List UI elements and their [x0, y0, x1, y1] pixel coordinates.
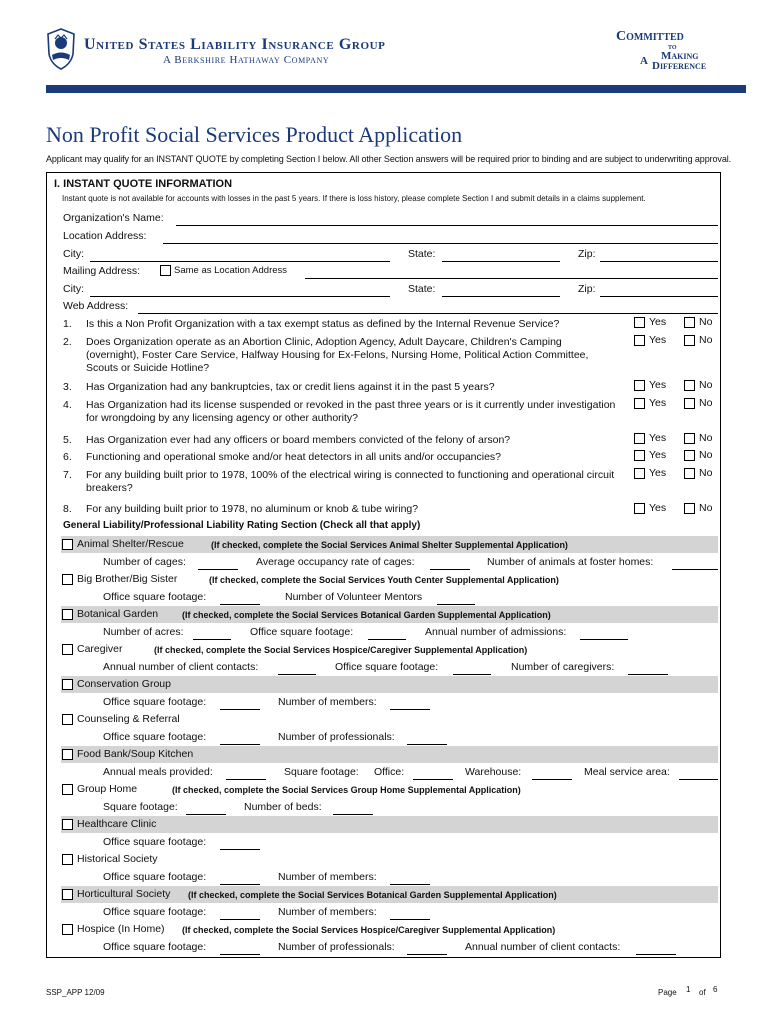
foodbank-warehouse-field[interactable]	[532, 779, 572, 780]
state-label: State:	[408, 248, 436, 260]
hospice-office-field[interactable]	[220, 954, 260, 955]
page-of-label: of	[699, 988, 706, 997]
counseling-checkbox[interactable]	[62, 714, 73, 725]
animal-shelter-note: (If checked, complete the Social Services Animal Shelter Supplemental Application)	[211, 540, 568, 550]
caregiver-count-label: Number of caregivers:	[511, 661, 615, 673]
company-name: United States Liability Insurance Group	[84, 36, 386, 53]
company-subsidiary: A Berkshire Hathaway Company	[163, 54, 330, 66]
yes-label: Yes	[649, 379, 667, 391]
q5-no-checkbox[interactable]	[684, 433, 695, 444]
question-text: Has Organization had any bankruptcies, tax or credit liens against it in the past 5 years?	[86, 381, 495, 393]
form-code: SSP_APP 12/09	[46, 988, 105, 997]
page-total: 6	[713, 985, 718, 994]
yes-label: Yes	[649, 449, 667, 461]
healthcare-label: Healthcare Clinic	[77, 818, 157, 830]
horticultural-office-field[interactable]	[220, 919, 260, 920]
q2-yes-checkbox[interactable]	[634, 335, 645, 346]
state-field[interactable]	[442, 261, 560, 262]
foodbank-meals-field[interactable]	[226, 779, 266, 780]
animal-shelter-label: Animal Shelter/Rescue	[77, 538, 184, 550]
q4-no-checkbox[interactable]	[684, 398, 695, 409]
bigbro-office-field[interactable]	[220, 604, 260, 605]
counseling-office-field[interactable]	[220, 744, 260, 745]
horticultural-members-label: Number of members:	[278, 906, 377, 918]
horticultural-note: (If checked, complete the Social Services Botanical Garden Supplemental Application)	[188, 890, 557, 900]
question-text: Functioning and operational smoke and/or heat detectors in all units and/or occupancies?	[86, 451, 502, 463]
no-label: No	[699, 334, 713, 346]
page-title: Non Profit Social Services Product Application	[46, 122, 463, 147]
yes-label: Yes	[649, 397, 667, 409]
historical-members-label: Number of members:	[278, 871, 377, 883]
q6-no-checkbox[interactable]	[684, 450, 695, 461]
mailing-label: Mailing Address:	[63, 265, 141, 277]
counseling-office-label: Office square footage:	[103, 731, 207, 743]
caregiver-office-label: Office square footage:	[335, 661, 439, 673]
grouphome-beds-field[interactable]	[333, 814, 373, 815]
foodbank-sqft-label: Square footage:	[284, 766, 359, 778]
zip2-field[interactable]	[600, 296, 718, 297]
q8-no-checkbox[interactable]	[684, 503, 695, 514]
no-label: No	[699, 397, 713, 409]
hospice-checkbox[interactable]	[62, 924, 73, 935]
no-label: No	[699, 379, 713, 391]
no-label: No	[699, 502, 713, 514]
q3-yes-checkbox[interactable]	[634, 380, 645, 391]
animal-foster-label: Number of animals at foster homes:	[487, 556, 654, 568]
yes-label: Yes	[649, 467, 667, 479]
q3-no-checkbox[interactable]	[684, 380, 695, 391]
yes-label: Yes	[649, 334, 667, 346]
q6-yes-checkbox[interactable]	[634, 450, 645, 461]
category-row-bg	[61, 816, 718, 833]
botanical-note: (If checked, complete the Social Services Botanical Garden Supplemental Application)	[182, 610, 551, 620]
healthcare-checkbox[interactable]	[62, 819, 73, 830]
question-text: Is this a Non Profit Organization with a tax exempt status as defined by the Internal Revenue Service?	[86, 318, 560, 330]
conservation-label: Conservation Group	[77, 678, 171, 690]
botanical-office-field[interactable]	[368, 639, 406, 640]
horticultural-members-field[interactable]	[390, 919, 430, 920]
counseling-professionals-label: Number of professionals:	[278, 731, 395, 743]
state2-field[interactable]	[442, 296, 560, 297]
bigbro-office-label: Office square footage:	[103, 591, 207, 603]
question-text: Has Organization ever had any officers or board members convicted of the felony of arson?	[86, 434, 511, 446]
hospice-contacts-field[interactable]	[636, 954, 676, 955]
counseling-professionals-field[interactable]	[407, 744, 447, 745]
org-name-field[interactable]	[176, 225, 718, 226]
caregiver-office-field[interactable]	[453, 674, 491, 675]
foodbank-label: Food Bank/Soup Kitchen	[77, 748, 194, 760]
animal-occupancy-field[interactable]	[430, 569, 470, 570]
tagline-committed: Committed	[616, 29, 684, 44]
yes-label: Yes	[649, 316, 667, 328]
no-label: No	[699, 449, 713, 461]
question-text: For any building built prior to 1978, 100% of the electrical wiring is connected to functioning and operational circuit breakers?	[86, 469, 615, 494]
hospice-office-label: Office square footage:	[103, 941, 207, 953]
horticultural-checkbox[interactable]	[62, 889, 73, 900]
question-number: 6.	[63, 451, 72, 463]
tagline-a: A	[640, 55, 648, 67]
no-label: No	[699, 467, 713, 479]
q1-yes-checkbox[interactable]	[634, 317, 645, 328]
q7-no-checkbox[interactable]	[684, 468, 695, 479]
conservation-office-label: Office square footage:	[103, 696, 207, 708]
tagline-making: Making	[661, 50, 699, 62]
historical-label: Historical Society	[77, 853, 158, 865]
seal-logo-icon	[46, 28, 76, 70]
historical-office-label: Office square footage:	[103, 871, 207, 883]
page-number: 1	[686, 985, 691, 994]
caregiver-checkbox[interactable]	[62, 644, 73, 655]
foodbank-office-label: Office:	[374, 766, 405, 778]
section-title: I. INSTANT QUOTE INFORMATION	[54, 178, 233, 190]
question-number: 7.	[63, 469, 72, 481]
zip-field[interactable]	[600, 261, 718, 262]
foodbank-warehouse-label: Warehouse:	[465, 766, 522, 778]
same-as-location-label: Same as Location Address	[174, 265, 288, 276]
yes-label: Yes	[649, 502, 667, 514]
grouphome-note: (If checked, complete the Social Services Group Home Supplemental Application)	[172, 785, 521, 795]
grouphome-sqft-label: Square footage:	[103, 801, 178, 813]
section-note: Instant quote is not available for accounts with losses in the past 5 years. If there is loss history, please complete Section I and submit details in a claims supplement.	[62, 194, 646, 203]
tagline-difference: Difference	[652, 60, 707, 72]
big-brother-checkbox[interactable]	[62, 574, 73, 585]
question-number: 8.	[63, 503, 72, 515]
location-field[interactable]	[163, 243, 718, 244]
historical-office-field[interactable]	[220, 884, 260, 885]
hospice-contacts-label: Annual number of client contacts:	[465, 941, 621, 953]
historical-members-field[interactable]	[390, 884, 430, 885]
rating-heading: General Liability/Professional Liability Rating Section (Check all that apply)	[63, 520, 421, 531]
no-label: No	[699, 432, 713, 444]
botanical-acres-field[interactable]	[193, 639, 231, 640]
historical-checkbox[interactable]	[62, 854, 73, 865]
hospice-professionals-field[interactable]	[407, 954, 447, 955]
q7-yes-checkbox[interactable]	[634, 468, 645, 479]
botanical-checkbox[interactable]	[62, 609, 73, 620]
grouphome-sqft-field[interactable]	[186, 814, 226, 815]
header-divider	[46, 85, 746, 93]
grouphome-beds-label: Number of beds:	[244, 801, 322, 813]
animal-shelter-checkbox[interactable]	[62, 539, 73, 550]
grouphome-label: Group Home	[77, 783, 138, 795]
city2-field[interactable]	[90, 296, 390, 297]
question-text: For any building built prior to 1978, no aluminum or knob & tube wiring?	[86, 503, 419, 515]
q8-yes-checkbox[interactable]	[634, 503, 645, 514]
conservation-office-field[interactable]	[220, 709, 260, 710]
conservation-members-field[interactable]	[390, 709, 430, 710]
question-number: 5.	[63, 434, 72, 446]
healthcare-office-label: Office square footage:	[103, 836, 207, 848]
foodbank-office-field[interactable]	[413, 779, 453, 780]
animal-occupancy-label: Average occupancy rate of cages:	[256, 556, 415, 568]
caregiver-contacts-field[interactable]	[278, 674, 316, 675]
question-text: Has Organization had its license suspended or revoked in the past three years or is it currently under investigation for wrongdoing by any licensing agency or other authority?	[86, 399, 616, 424]
healthcare-office-field[interactable]	[220, 849, 260, 850]
bigbro-mentors-label: Number of Volunteer Mentors	[285, 591, 423, 603]
foodbank-meals-label: Annual meals provided:	[103, 766, 213, 778]
no-label: No	[699, 316, 713, 328]
org-name-label: Organization's Name:	[63, 212, 164, 224]
big-brother-label: Big Brother/Big Sister	[77, 573, 178, 585]
zip-label: Zip:	[578, 248, 596, 260]
grouphome-checkbox[interactable]	[62, 784, 73, 795]
hospice-note: (If checked, complete the Social Services Hospice/Caregiver Supplemental Application)	[182, 925, 556, 935]
animal-cages-field[interactable]	[198, 569, 238, 570]
botanical-acres-label: Number of acres:	[103, 626, 184, 638]
big-brother-note: (If checked, complete the Social Services Youth Center Supplemental Application)	[209, 575, 559, 585]
q5-yes-checkbox[interactable]	[634, 433, 645, 444]
animal-foster-field[interactable]	[672, 569, 718, 570]
q2-no-checkbox[interactable]	[684, 335, 695, 346]
question-number: 2.	[63, 336, 72, 348]
botanical-label: Botanical Garden	[77, 608, 159, 620]
q4-yes-checkbox[interactable]	[634, 398, 645, 409]
question-number: 3.	[63, 381, 72, 393]
hospice-label: Hospice (In Home)	[77, 923, 165, 935]
caregiver-label: Caregiver	[77, 643, 123, 655]
city-field[interactable]	[90, 261, 390, 262]
botanical-office-label: Office square footage:	[250, 626, 354, 638]
bigbro-mentors-field[interactable]	[437, 604, 475, 605]
foodbank-service-field[interactable]	[679, 779, 718, 780]
q1-no-checkbox[interactable]	[684, 317, 695, 328]
horticultural-label: Horticultural Society	[77, 888, 171, 900]
foodbank-service-label: Meal service area:	[584, 766, 670, 778]
tagline-to: to	[668, 42, 677, 51]
caregiver-note: (If checked, complete the Social Services Hospice/Caregiver Supplemental Application)	[154, 645, 528, 655]
same-as-location-checkbox[interactable]	[160, 265, 171, 276]
question-text: Does Organization operate as an Abortion Clinic, Adoption Agency, Adult Daycare, Children's Camping (overnight), Foster Care Service, Halfway Housing for Ex-Felons, Nursing Home, Political Action Committee, Scouts or Suicide Hotline?	[86, 336, 589, 374]
city2-label: City:	[63, 283, 84, 295]
state2-label: State:	[408, 283, 436, 295]
question-number: 4.	[63, 399, 72, 411]
page-label: Page	[658, 988, 677, 997]
location-label: Location Address:	[63, 230, 147, 242]
horticultural-office-label: Office square footage:	[103, 906, 207, 918]
foodbank-checkbox[interactable]	[62, 749, 73, 760]
mailing-field[interactable]	[305, 278, 718, 279]
page-subtitle: Applicant may qualify for an INSTANT QUOTE by completing Section I below. All other Section answers will be required prior to binding and are subject to underwriting approval.	[46, 154, 732, 164]
conservation-checkbox[interactable]	[62, 679, 73, 690]
web-field[interactable]	[138, 313, 718, 314]
hospice-professionals-label: Number of professionals:	[278, 941, 395, 953]
yes-label: Yes	[649, 432, 667, 444]
conservation-members-label: Number of members:	[278, 696, 377, 708]
caregiver-contacts-label: Annual number of client contacts:	[103, 661, 259, 673]
web-label: Web Address:	[63, 300, 129, 312]
botanical-admissions-field[interactable]	[580, 639, 628, 640]
caregiver-count-field[interactable]	[628, 674, 668, 675]
city-label: City:	[63, 248, 84, 260]
animal-cages-label: Number of cages:	[103, 556, 186, 568]
botanical-admissions-label: Annual number of admissions:	[425, 626, 567, 638]
question-number: 1.	[63, 318, 72, 330]
zip2-label: Zip:	[578, 283, 596, 295]
counseling-label: Counseling & Referral	[77, 713, 180, 725]
